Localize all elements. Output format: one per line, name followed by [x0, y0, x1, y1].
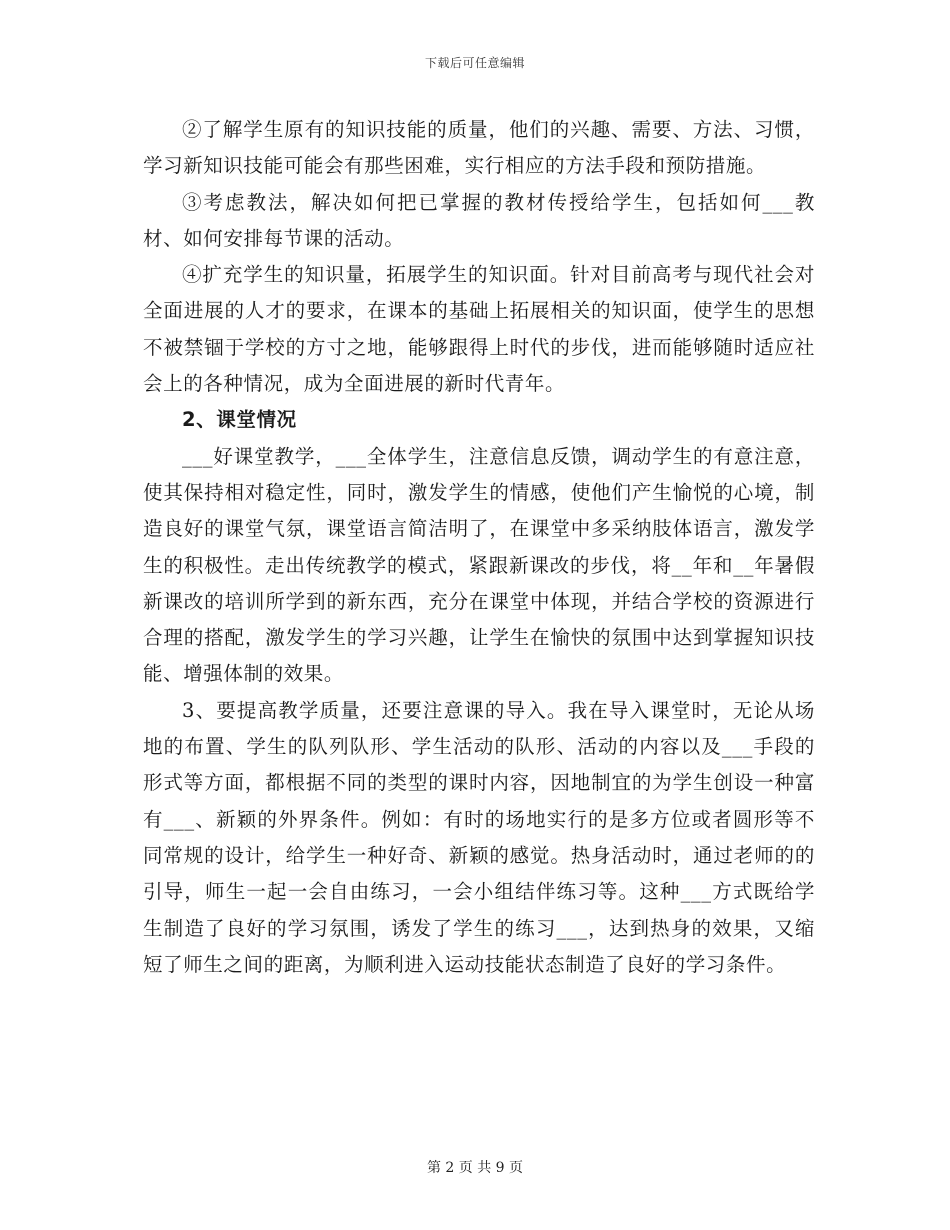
paragraph-item-3: ③考虑教法，解决如何把已掌握的教材传授给学生，包括如何___教材、如何安排每节课的活动。 — [143, 190, 815, 250]
paragraph-item-4: ④扩充学生的知识量，拓展学生的知识面。针对目前高考与现代社会对全面进展的人才的要求，在课本的基础上拓展相关的知识面，使学生的思想不被禁锢于学校的方寸之地，能够跟得上时代的步伐，进而能够随时适应社会上的各种情况，成为全面进展的新时代青年。 — [143, 263, 815, 396]
page-header-note: 下载后可任意编辑 — [424, 56, 525, 70]
page-number: 第 2 页 共 9 页 — [426, 1160, 524, 1176]
document-body — [143, 112, 815, 983]
paragraph-lesson-introduction: 3、要提高教学质量，还要注意课的导入。我在导入课堂时，无论从场地的布置、学生的队列队形、学生活动的队形、活动的内容以及___手段的形式等方面，都根据不同的类型的课时内容，因地制宜的为学生创设一种富有___、新颖的外界条件。例如：有时的场地实行的是多方位或者圆形等不同常规的设计，给学生一种好奇、新颖的感觉。热身活动时，通过老师的的引导，师生一起一会自由练习，一会小组结伴练习等。这种___方式既给学生制造了良好的学习氛围，诱发了学生的练习___，达到热身的效果，又缩短了师生之间的距离，为顺利进入运动技能状态制造了良好的学习条件。 — [143, 698, 815, 976]
paragraph-classroom-teaching: ___好课堂教学，___全体学生，注意信息反馈，调动学生的有意注意，使其保持相对稳定性，同时，激发学生的情感，使他们产生愉悦的心境，制造良好的课堂气氛，课堂语言简洁明了，在课堂中多采纳肢体语言，激发学生的积极性。走出传统教学的模式，紧跟新课改的步伐，将__年和__年暑假新课改的培训所学到的新东西，充分在课堂中体现，并结合学校的资源进行合理的搭配，激发学生的学习兴趣，让学生在愉快的氛围中达到掌握知识技能、增强体制的效果。 — [143, 444, 815, 686]
section-heading-classroom: 2、课堂情况 — [182, 408, 297, 432]
paragraph-item-2: ②了解学生原有的知识技能的质量，他们的兴趣、需要、方法、习惯，学习新知识技能可能会有那些困难，实行相应的方法手段和预防措施。 — [143, 118, 815, 178]
